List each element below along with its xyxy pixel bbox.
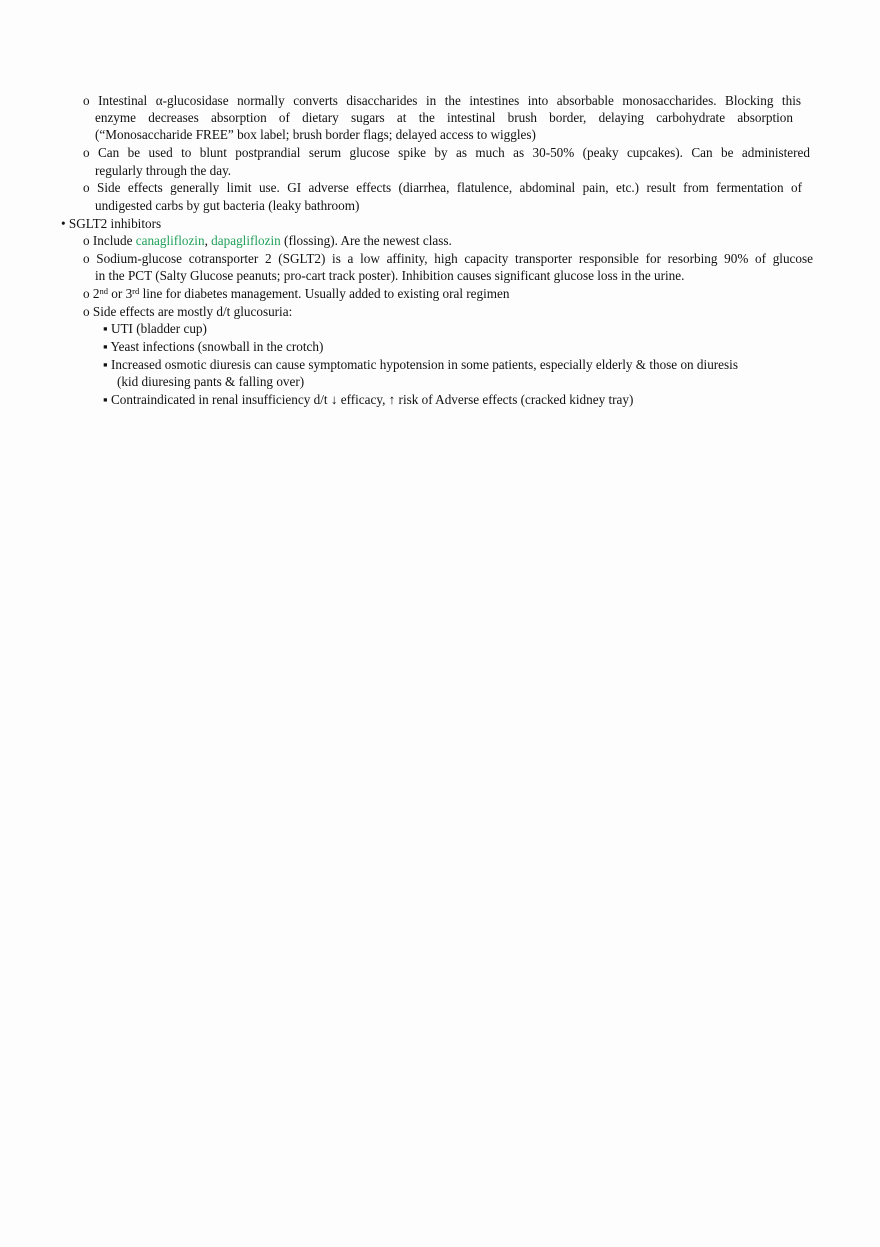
bullet-agi-side-effects-line-2: undigested carbs by gut bacteria (leaky bathroom): [95, 198, 360, 213]
sub-bullet-yeast-infections: ▪ Yeast infections (snowball in the crotch): [103, 339, 324, 354]
line-therapy-text-c: line for diabetes management. Usually added to existing oral regimen: [139, 286, 510, 301]
drug-name-separator: ,: [204, 233, 212, 248]
bullet-agi-mechanism-line-3: (“Monosaccharide FREE” box label; brush border flags; delayed access to wiggles): [95, 127, 536, 142]
bullet-sglt2-drugs-prefix: o Include: [83, 233, 136, 248]
line-therapy-text-a: o 2: [83, 286, 100, 301]
sub-bullet-osmotic-diuresis-line-1: ▪ Increased osmotic diuresis can cause symptomatic hypotension in some patients, especially elderly & those on diuresis: [103, 357, 738, 372]
drug-name-dapagliflozin: dapagliflozin: [211, 233, 281, 248]
bullet-agi-usage-line-2: regularly through the day.: [95, 163, 232, 178]
bullet-agi-mechanism-line-1: o Intestinal α-glucosidase normally converts disaccharides in the intestines into absorbable monosaccharides. Blocking this: [83, 93, 801, 108]
bullet-sglt2-side-effects: o Side effects are mostly d/t glucosuria:: [83, 304, 293, 319]
sub-bullet-renal-contraindication: ▪ Contraindicated in renal insufficiency d/t ↓ efficacy, ↑ risk of Adverse effects (cracked kidney tray): [103, 392, 634, 407]
bullet-sglt2-mechanism-line-1: o Sodium-glucose cotransporter 2 (SGLT2) is a low affinity, high capacity transporter responsible for resorbing 90% of glucose: [83, 251, 813, 266]
bullet-sglt2-mechanism-line-2: in the PCT (Salty Glucose peanuts; pro-cart track poster). Inhibition causes significant glucose loss in the urine.: [95, 268, 685, 283]
drug-name-canagliflozin: canagliflozin: [135, 233, 205, 248]
sub-bullet-uti: ▪ UTI (bladder cup): [103, 321, 207, 336]
bullet-agi-mechanism-line-2: enzyme decreases absorption of dietary sugars at the intestinal brush border, delaying carbohydrate absorption: [95, 110, 793, 125]
bullet-sglt2-drugs-suffix: (flossing). Are the newest class.: [280, 233, 452, 248]
heading-sglt2-inhibitors: • SGLT2 inhibitors: [61, 216, 162, 231]
bullet-agi-usage-line-1: o Can be used to blunt postprandial serum glucose spike by as much as 30-50% (peaky cupcakes). Can be administered: [83, 145, 810, 160]
sub-bullet-osmotic-diuresis-line-2: (kid diuresing pants & falling over): [117, 374, 305, 389]
bullet-sglt2-line-of-therapy: [83, 285, 510, 303]
superscript-rd: rd: [132, 286, 140, 296]
superscript-nd: nd: [99, 286, 108, 296]
bullet-sglt2-drugs: [83, 232, 452, 250]
line-therapy-text-b: or 3: [107, 286, 133, 301]
bullet-agi-side-effects-line-1: o Side effects generally limit use. GI adverse effects (diarrhea, flatulence, abdominal pain, etc.) result from fermentation of: [83, 180, 802, 195]
